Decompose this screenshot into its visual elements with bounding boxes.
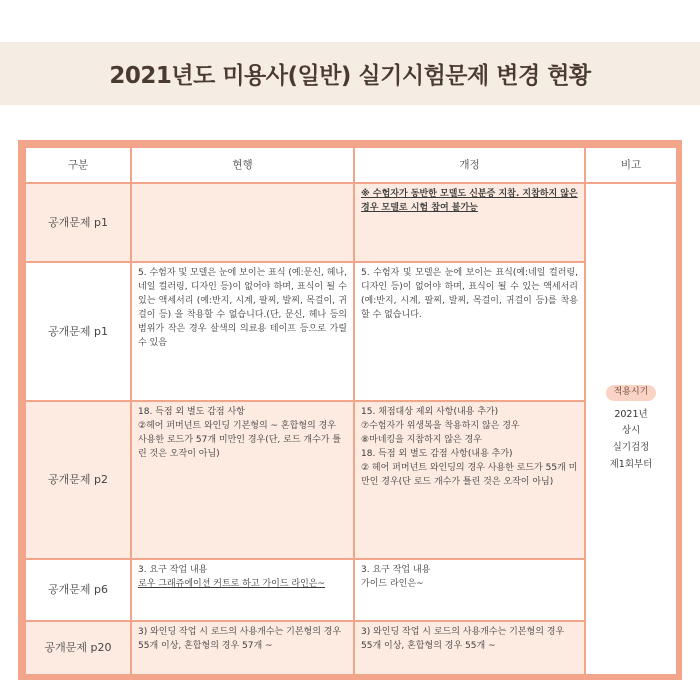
current-cell <box>131 401 354 559</box>
current-text: 5. 수험자 및 모델은 눈에 보이는 표식 (예:문신, 헤나, 네일 컬러링, 디자인 등)이 없어야 하며, 표식이 될 수 있는 액세서리 (예:반지, 시계, 팔찌, 발찌, 목걸이, 귀걸이 등) 을 착용할 수 없습니다.(단, 문신, 헤나 등의 범위가 작은 경우 살색의 의료용 테이프 등으로 가릴 수 있음 <box>138 268 347 348</box>
current-cell <box>131 262 354 401</box>
header-note: 비고 <box>585 147 677 183</box>
revised-text: ⑧마네킹을 지참하지 않은 경우 <box>361 434 482 445</box>
current-text: 로우 그래쥬에이션 커트로 하고 가이드 라인은~ <box>138 578 326 589</box>
current-cell <box>131 183 354 262</box>
table-row <box>25 183 677 262</box>
current-text: 18. 득점 외 별도 감점 사항 <box>138 407 245 417</box>
row-label: 공개문제 p20 <box>25 621 131 675</box>
table-row <box>25 262 677 401</box>
table-frame <box>18 140 682 680</box>
current-cell <box>131 559 354 621</box>
current-cell <box>131 621 354 675</box>
note-line: 제1회부터 <box>609 458 653 470</box>
title-band <box>0 42 700 105</box>
current-text: 3. 요구 작업 내용 <box>138 565 208 575</box>
revised-text: 가이드 라인은~ <box>361 578 424 589</box>
header-revised: 개정 <box>354 147 585 183</box>
change-table <box>24 146 678 676</box>
header-row <box>25 147 677 183</box>
revised-text: 18. 득점 외 별도 감점 사항(내용 추가) <box>361 448 513 459</box>
current-text: ②헤어 퍼머넌트 와인딩 기본형의 ~ 혼합형의 경우 사용한 로드가 57개 미만인 경우(단, 로드 개수가 틀린 것은 오작이 아님) <box>138 420 342 459</box>
revised-text: 3. 요구 작업 내용 <box>361 565 431 575</box>
page-title: 2021년도 미용사(일반) 실기시험문제 변경 현황 <box>109 63 591 89</box>
row-label: 공개문제 p2 <box>25 401 131 559</box>
revised-text: ② 헤어 퍼머넌트 와인딩의 경우 사용한 로드가 55개 미만인 경우(단 로드 개수가 틀린 것은 오작이 아님) <box>361 462 578 487</box>
note-line: 상시 <box>621 425 641 437</box>
revised-text: ※ 수험자가 동반한 모델도 신분증 지참. 지참하지 않은 경우 모델로 시험 참여 불가능 <box>361 189 578 213</box>
row-label: 공개문제 p1 <box>25 262 131 401</box>
row-label: 공개문제 p6 <box>25 559 131 621</box>
current-text: 3) 와인딩 작업 시 로드의 사용개수는 기본형의 경우 55개 이상, 혼합형의 경우 57개 ~ <box>138 627 342 651</box>
table-row <box>25 559 677 621</box>
row-label: 공개문제 p1 <box>25 183 131 262</box>
header-category: 구분 <box>25 147 131 183</box>
revised-cell <box>354 401 585 559</box>
apply-period-badge: 적용시기 <box>606 385 657 401</box>
table-row <box>25 401 677 559</box>
revised-text: 5. 수험자 및 모델은 눈에 보이는 표식(예:네일 컬러링, 디자인 등)이 없어야 하며, 표식이 될 수 있는 액세서리(예:반지, 시계, 팔찌, 발찌, 목걸이, 귀걸이 등)를 착용할 수 없습니다. <box>361 268 578 320</box>
revised-text: 15. 채점대상 제외 사항(내용 추가) <box>361 407 499 417</box>
note-line: 실기검정 <box>612 441 650 453</box>
revised-cell <box>354 559 585 621</box>
revised-text: 3) 와인딩 작업 시 로드의 사용개수는 기본형의 경우 55개 이상, 혼합형의 경우 55개 ~ <box>361 627 565 651</box>
revised-cell <box>354 621 585 675</box>
revised-cell <box>354 262 585 401</box>
table-row <box>25 621 677 675</box>
revised-cell <box>354 183 585 262</box>
note-line: 2021년 <box>614 408 648 420</box>
note-cell <box>585 183 677 675</box>
header-current: 현행 <box>131 147 354 183</box>
revised-text: ⑦수험자가 위생복을 착용하지 않은 경우 <box>361 420 520 431</box>
